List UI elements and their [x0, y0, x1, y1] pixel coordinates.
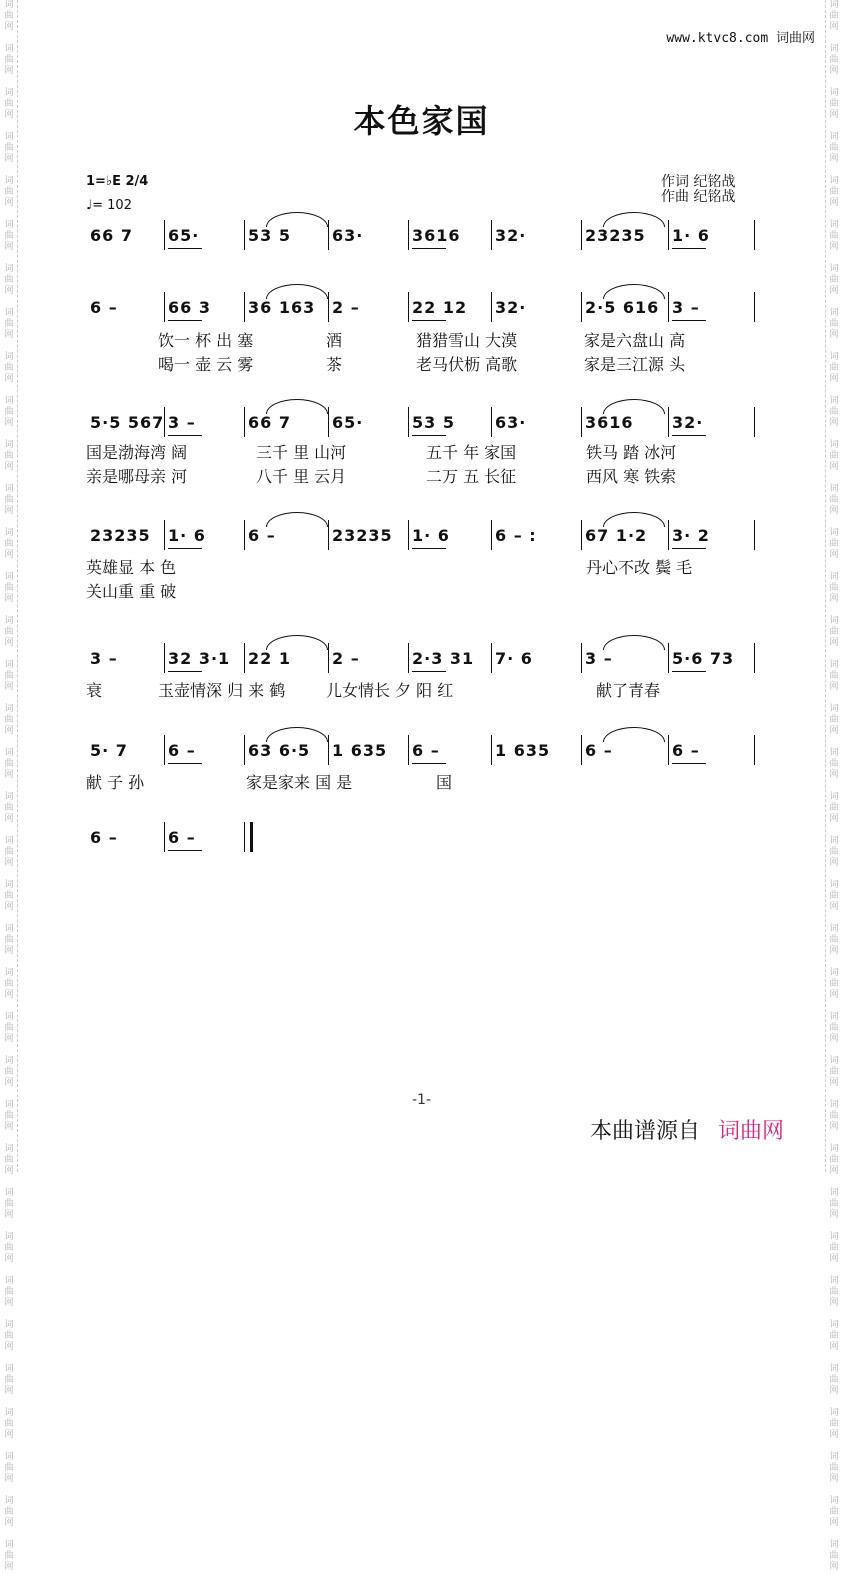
lyric-segment: 国	[436, 773, 453, 792]
lyric-segment: 亲是哪母亲 河	[86, 467, 188, 486]
lyric-segment: 关山重 重 破	[86, 582, 177, 601]
lyric-line	[86, 440, 754, 462]
measure-notes: 6 –	[412, 741, 440, 760]
measure-notes: 32·	[495, 226, 527, 245]
score-row	[86, 641, 754, 679]
measure-notes: 6 –	[90, 298, 118, 317]
bar-line	[244, 643, 245, 673]
bar-line	[581, 643, 582, 673]
score-row	[86, 820, 754, 858]
bar-line	[164, 822, 165, 852]
bar-line	[244, 520, 245, 550]
beam-underline	[672, 248, 706, 249]
slur-arc	[603, 727, 665, 742]
score-row	[86, 518, 754, 556]
tempo-marking: ♩= 102	[86, 198, 132, 213]
measure-notes: 3· 2	[672, 526, 710, 545]
lyric-segment: 丹心不改 鬓 毛	[586, 558, 693, 577]
slur-arc	[603, 512, 665, 527]
measure-notes: 23235	[332, 526, 393, 545]
measure-notes: 3 –	[168, 413, 196, 432]
beam-underline	[672, 320, 706, 321]
bar-line	[754, 407, 755, 437]
measure-notes: 66 3	[168, 298, 211, 317]
lyric-segment: 家是家来 国 是	[246, 773, 353, 792]
bar-line	[581, 220, 582, 250]
measure-notes: 36 163	[248, 298, 316, 317]
lyric-line	[86, 770, 754, 792]
measure-notes: 1 635	[332, 741, 388, 760]
bar-line	[408, 735, 409, 765]
bar-line	[408, 220, 409, 250]
lyric-segment: 国是渤海湾 阔	[86, 443, 188, 462]
measure-notes: 65·	[168, 226, 200, 245]
lyric-line	[86, 352, 754, 374]
measure-notes: 23235	[585, 226, 646, 245]
composer-credit: 作曲 纪铭战	[661, 189, 736, 205]
bar-line	[491, 735, 492, 765]
bar-line	[754, 643, 755, 673]
lyric-line	[86, 579, 754, 601]
slur-arc	[266, 635, 328, 650]
lyric-line	[86, 328, 754, 350]
lyric-segment: 茶	[326, 355, 343, 374]
measure-notes: 67 1·2	[585, 526, 648, 545]
bar-line	[754, 520, 755, 550]
lyric-segment: 老马伏枥 高歌	[416, 355, 518, 374]
source-site: 词曲网	[718, 1119, 785, 1144]
measure-notes: 53 5	[248, 226, 291, 245]
measure-notes: 6 –	[248, 526, 276, 545]
slur-arc	[603, 635, 665, 650]
beam-underline	[168, 320, 202, 321]
lyric-segment: 儿女情长 夕 阳 红	[326, 681, 454, 700]
lyric-line	[86, 555, 754, 577]
measure-notes: 3616	[412, 226, 461, 245]
lyric-segment: 衰	[86, 681, 103, 700]
measure-notes: 6 –	[672, 741, 700, 760]
bar-line	[668, 292, 669, 322]
measure-notes: 7· 6	[495, 649, 533, 668]
measure-notes: 63 6·5	[248, 741, 311, 760]
measure-notes: 2·5 616	[585, 298, 660, 317]
beam-underline	[412, 248, 446, 249]
lyric-segment: 饮一 杯 出 塞	[158, 331, 254, 350]
measure-notes: 3616	[585, 413, 634, 432]
beam-underline	[672, 763, 706, 764]
score-row	[86, 733, 754, 771]
measure-notes: 6 –	[585, 741, 613, 760]
measure-notes: 53 5	[412, 413, 455, 432]
beam-underline	[672, 548, 706, 549]
score-row	[86, 405, 754, 443]
measure-notes: 3 –	[672, 298, 700, 317]
measure-notes: 2 –	[332, 649, 360, 668]
slur-arc	[266, 284, 328, 299]
beam-underline	[672, 671, 706, 672]
bar-line	[328, 643, 329, 673]
slur-arc	[266, 512, 328, 527]
slur-arc	[266, 727, 328, 742]
bar-line	[164, 292, 165, 322]
bar-line	[408, 643, 409, 673]
measure-notes: 2 –	[332, 298, 360, 317]
measure-notes: 23235	[90, 526, 151, 545]
beam-underline	[672, 435, 706, 436]
measure-notes: 6 –	[90, 828, 118, 847]
measure-notes: 66 7	[248, 413, 291, 432]
lyric-segment: 二万 五 长征	[426, 467, 517, 486]
bar-line	[491, 520, 492, 550]
lyric-segment: 英雄显 本 色	[86, 558, 177, 577]
bar-line	[668, 220, 669, 250]
score-title: 本色家国	[353, 102, 490, 140]
bar-line	[668, 407, 669, 437]
left-margin-line	[17, 0, 18, 1172]
beam-underline	[412, 435, 446, 436]
bar-line	[164, 643, 165, 673]
bar-line	[581, 292, 582, 322]
lyric-segment: 八千 里 云月	[256, 467, 347, 486]
bar-line	[754, 220, 755, 250]
bar-line	[244, 220, 245, 250]
site-header: www.ktvc8.com 词曲网	[666, 31, 815, 46]
credits	[661, 175, 735, 205]
lyric-segment: 酒	[326, 331, 343, 350]
beam-underline	[168, 435, 202, 436]
beam-underline	[168, 763, 202, 764]
lyric-segment: 五千 年 家国	[426, 443, 517, 462]
lyric-line	[86, 678, 754, 700]
measure-notes: 22 1	[248, 649, 291, 668]
source-footer	[590, 1114, 784, 1145]
bar-line	[581, 407, 582, 437]
bar-line	[408, 292, 409, 322]
measure-notes: 6 – :	[495, 526, 537, 545]
slur-arc	[603, 284, 665, 299]
measure-notes: 1 635	[495, 741, 551, 760]
measure-notes: 66 7	[90, 226, 133, 245]
lyric-segment: 西风 寒 铁索	[586, 467, 677, 486]
bar-line	[164, 520, 165, 550]
bar-line	[581, 520, 582, 550]
beam-underline	[168, 248, 202, 249]
right-margin-line	[825, 0, 826, 1172]
measure-notes: 22 12	[412, 298, 468, 317]
lyric-segment: 喝一 壶 云 雾	[158, 355, 254, 374]
bar-line	[244, 292, 245, 322]
lyric-segment: 家是三江源 头	[584, 355, 686, 374]
measure-notes: 3 –	[90, 649, 118, 668]
slur-arc	[603, 212, 665, 227]
measure-notes: 6 –	[168, 828, 196, 847]
bar-line	[668, 735, 669, 765]
measure-notes: 32·	[495, 298, 527, 317]
beam-underline	[412, 671, 446, 672]
bar-line	[408, 407, 409, 437]
lyric-segment: 玉壶情深 归 来 鹤	[158, 681, 286, 700]
measure-notes: 32·	[672, 413, 704, 432]
beam-underline	[168, 548, 202, 549]
measure-notes: 2·3 31	[412, 649, 475, 668]
right-watermark-column: 词 曲 网 词 曲 网 词 曲 网 词 曲 网 词 曲 网 词 曲 网 词 曲 网 词 曲 网 词 曲 网 词 曲 网 词 曲 网 词 曲 网 词 曲 网 词 曲 网 词 曲 网 词 曲 网 词 曲 网 词 曲 网 词 曲 网 词 曲 网 词 曲 网 词 曲 网 词 曲 网 词 曲 网 词 曲 网 词 曲 网 词 曲 网 词 曲 网 词 曲 网 词 曲 网 词 曲 网 词 曲 网 词 曲 网 词 曲 网 词 曲 网 词 曲 网	[829, 0, 839, 1572]
slur-arc	[603, 399, 665, 414]
beam-underline	[168, 850, 202, 851]
bar-line	[491, 292, 492, 322]
beam-underline	[168, 671, 202, 672]
measure-notes: 63·	[495, 413, 527, 432]
lyric-segment: 献了青春	[596, 681, 661, 700]
final-barline	[244, 822, 253, 852]
bar-line	[668, 643, 669, 673]
key-signature: 1=♭E 2/4	[86, 174, 149, 189]
bar-line	[328, 407, 329, 437]
beam-underline	[412, 548, 446, 549]
measure-notes: 5·6 73	[672, 649, 735, 668]
beam-underline	[412, 320, 446, 321]
bar-line	[328, 735, 329, 765]
measure-notes: 6 –	[168, 741, 196, 760]
lyric-segment: 献 子 孙	[86, 773, 145, 792]
measure-notes: 5· 7	[90, 741, 128, 760]
lyric-segment: 猎猎雪山 大漠	[416, 331, 518, 350]
lyricist-credit: 作词 纪铭战	[661, 174, 736, 190]
slur-arc	[266, 212, 328, 227]
bar-line	[328, 292, 329, 322]
page-number: -1-	[411, 1092, 431, 1108]
bar-line	[491, 643, 492, 673]
measure-notes: 1· 6	[168, 526, 206, 545]
score-row	[86, 218, 754, 256]
bar-line	[244, 407, 245, 437]
bar-line	[328, 220, 329, 250]
bar-line	[408, 520, 409, 550]
bar-line	[491, 407, 492, 437]
lyric-segment: 三千 里 山河	[256, 443, 347, 462]
slur-arc	[266, 399, 328, 414]
bar-line	[164, 735, 165, 765]
bar-line	[164, 220, 165, 250]
measure-notes: 63·	[332, 226, 364, 245]
beam-underline	[412, 763, 446, 764]
lyric-segment: 铁马 踏 冰河	[586, 443, 677, 462]
lyric-segment: 家是六盘山 高	[584, 331, 686, 350]
measure-notes: 1· 6	[412, 526, 450, 545]
bar-line	[668, 520, 669, 550]
bar-line	[754, 735, 755, 765]
left-watermark-column: 词 曲 网 词 曲 网 词 曲 网 词 曲 网 词 曲 网 词 曲 网 词 曲 网 词 曲 网 词 曲 网 词 曲 网 词 曲 网 词 曲 网 词 曲 网 词 曲 网 词 曲 网 词 曲 网 词 曲 网 词 曲 网 词 曲 网 词 曲 网 词 曲 网 词 曲 网 词 曲 网 词 曲 网 词 曲 网 词 曲 网 词 曲 网 词 曲 网 词 曲 网 词 曲 网 词 曲 网 词 曲 网 词 曲 网 词 曲 网 词 曲 网 词 曲 网	[4, 0, 14, 1572]
score-row	[86, 290, 754, 328]
bar-line	[754, 292, 755, 322]
measure-notes: 1· 6	[672, 226, 710, 245]
bar-line	[491, 220, 492, 250]
measure-notes: 5·5 567	[90, 413, 165, 432]
measure-notes: 32 3·1	[168, 649, 231, 668]
measure-notes: 65·	[332, 413, 364, 432]
lyric-line	[86, 464, 754, 486]
bar-line	[581, 735, 582, 765]
bar-line	[164, 407, 165, 437]
source-prefix: 本曲谱源自	[590, 1119, 701, 1144]
measure-notes: 3 –	[585, 649, 613, 668]
bar-line	[244, 735, 245, 765]
bar-line	[328, 520, 329, 550]
